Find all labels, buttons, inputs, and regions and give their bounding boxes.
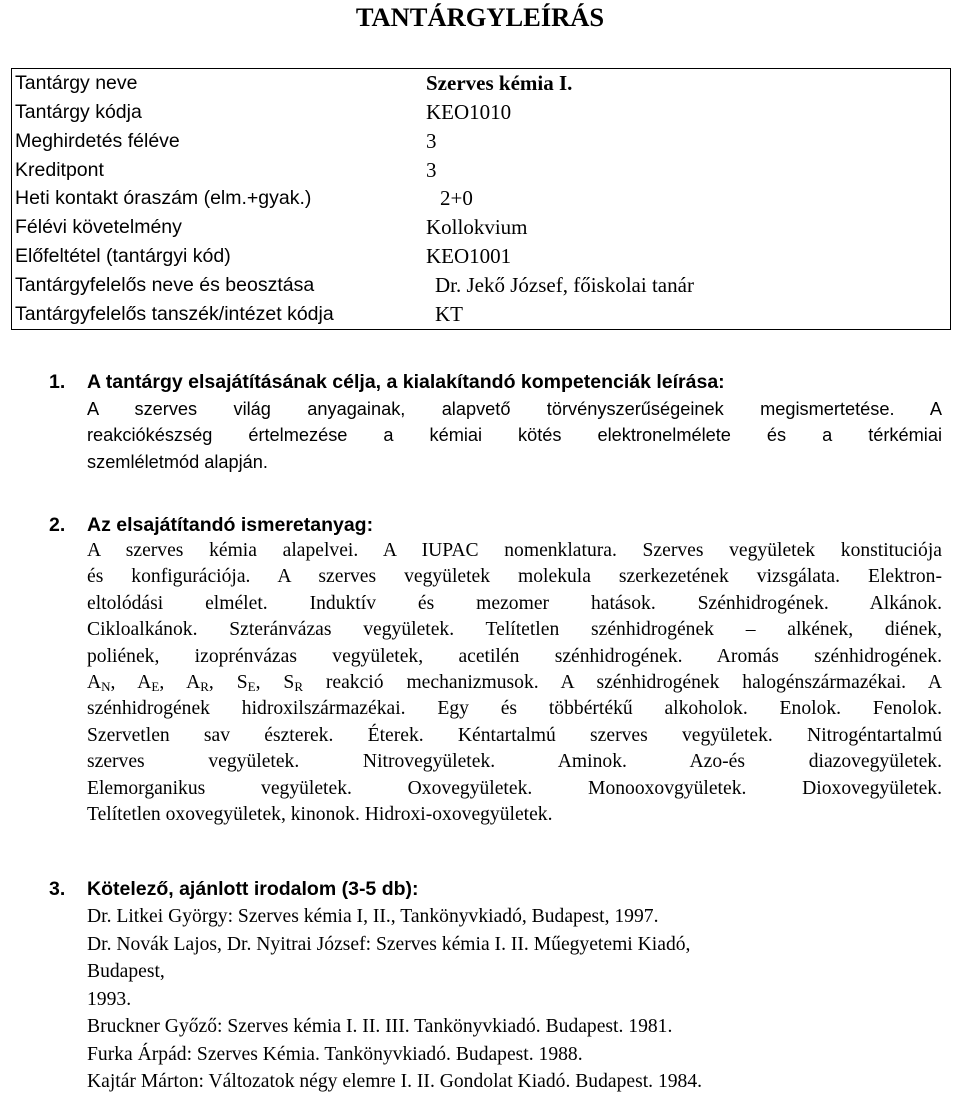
text-line: Szervetlen sav észterek. Éterek. Kéntartalmú szerves vegyületek. Nitrogéntartalmú	[87, 724, 942, 746]
info-label: Tantárgy neve	[15, 72, 138, 94]
text-line: Cikloalkánok. Szteránvázas vegyületek. Telítetlen szénhidrogének – alkének, diének,	[87, 619, 942, 641]
reference-item: Bruckner Győző: Szerves kémia I. II. III. Tankönyvkiadó. Budapest. 1981.	[87, 1016, 673, 1037]
info-label: Félévi követelmény	[15, 216, 182, 239]
text-line: A szerves kémia alapelvei. A IUPAC nomenklatura. Szerves vegyületek konstituciója	[87, 540, 942, 561]
reference-item: Furka Árpád: Szerves Kémia. Tankönyvkiadó. Budapest. 1988.	[87, 1043, 583, 1065]
text-line: szerves vegyületek. Nitrovegyületek. Aminok. Azo-és diazovegyületek.	[87, 751, 942, 773]
reference-list	[87, 903, 947, 1096]
reference-item: Kajtár Márton: Változatok négy elemre I. II. Gondolat Kiadó. Budapest. 1984.	[87, 1071, 703, 1092]
section-title: Az elsajátítandó ismeretanyag:	[87, 514, 374, 536]
info-label: Tantárgyfelelős tanszék/intézet kódja	[15, 302, 334, 325]
info-row-semester	[12, 127, 951, 156]
mechanism-line: $A_N$, $A_E$, $A_R$, $S_E$, $S_R$ reakció mechanizmusok. A szénhidrogének halogénszármazékai. A	[87, 671, 943, 694]
page-title: TANTÁRGYLEÍRÁS	[355, 2, 605, 32]
section-1-text	[87, 396, 942, 475]
info-value: 3	[426, 128, 437, 153]
section-3-heading	[49, 876, 419, 902]
reference-item: Dr. Novák Lajos, Dr. Nyitrai József: Szerves kémia I. II. Műegyetemi Kiadó,	[87, 933, 691, 955]
info-value: Szerves kémia I.	[426, 71, 573, 95]
text-line: és konfigurációja. A szerves vegyületek molekula szerkezetének vizsgálata. Elektron-	[87, 566, 942, 588]
info-label: Tantárgyfelelős neve és beosztása	[15, 273, 315, 296]
section-2-text	[87, 538, 942, 828]
info-row-prerequisite	[12, 242, 951, 271]
text-line: szénhidrogének hidroxilszármazékai. Egy és többértékű alkoholok. Enolok. Fenolok.	[87, 698, 942, 720]
text-line: A szerves világ anyagainak, alapvető törvényszerűségeinek megismertetése. A	[87, 399, 942, 419]
info-label: Kreditpont	[15, 158, 104, 181]
info-value: Dr. Jekő József, főiskolai tanár	[435, 272, 694, 297]
text-line: Telítetlen oxovegyületek, kinonok. Hidroxi-oxovegyületek.	[87, 803, 553, 825]
text-line: Elemorganikus vegyületek. Oxovegyületek. Monooxovgyületek. Dioxovegyületek.	[87, 777, 942, 799]
course-info-table	[11, 68, 951, 330]
info-row-name	[12, 69, 951, 98]
text-line: reakciókészség értelmezése a kémiai kötés elektronelmélete és a térkémiai	[87, 425, 942, 446]
section-number: 2.	[49, 514, 66, 536]
section-2-heading	[49, 512, 373, 538]
section-1-heading	[49, 369, 725, 395]
info-value: KEO1001	[426, 244, 512, 269]
info-row-responsible	[12, 271, 951, 300]
info-row-hours	[12, 184, 951, 213]
info-value: 3	[426, 157, 437, 182]
info-value: KT	[435, 301, 463, 326]
info-label: Meghirdetés féléve	[15, 129, 180, 152]
info-value: KEO1010	[426, 99, 512, 124]
reference-item: Dr. Litkei György: Szerves kémia I, II., Tankönyvkiadó, Budapest, 1997.	[87, 906, 659, 927]
text-line: poliének, izoprénvázas vegyületek, acetilén szénhidrogének. Aromás szénhidrogének.	[87, 645, 942, 667]
info-value: 2+0	[440, 186, 473, 211]
info-value: Kollokvium	[426, 215, 528, 240]
section-number: 1.	[49, 371, 66, 393]
info-label: Tantárgy kódja	[15, 100, 142, 123]
info-row-requirement	[12, 213, 951, 242]
info-label: Előfeltétel (tantárgyi kód)	[15, 245, 231, 268]
info-label: Heti kontakt óraszám (elm.+gyak.)	[15, 187, 312, 210]
text-line: eltolódási elmélet. Induktív és mezomer hatások. Szénhidrogének. Alkánok.	[87, 592, 942, 614]
info-row-department	[12, 300, 951, 329]
section-title: A tantárgy elsajátításának célja, a kialakítandó kompetenciák leírása:	[87, 371, 725, 393]
info-row-code	[12, 98, 951, 127]
section-number: 3.	[49, 878, 66, 900]
info-row-credits	[12, 156, 951, 185]
reference-item: 1993.	[87, 988, 132, 1010]
text-line: szemléletmód alapján.	[87, 451, 268, 472]
section-title: Kötelező, ajánlott irodalom (3-5 db):	[87, 878, 419, 900]
reference-item: Budapest,	[87, 961, 165, 982]
